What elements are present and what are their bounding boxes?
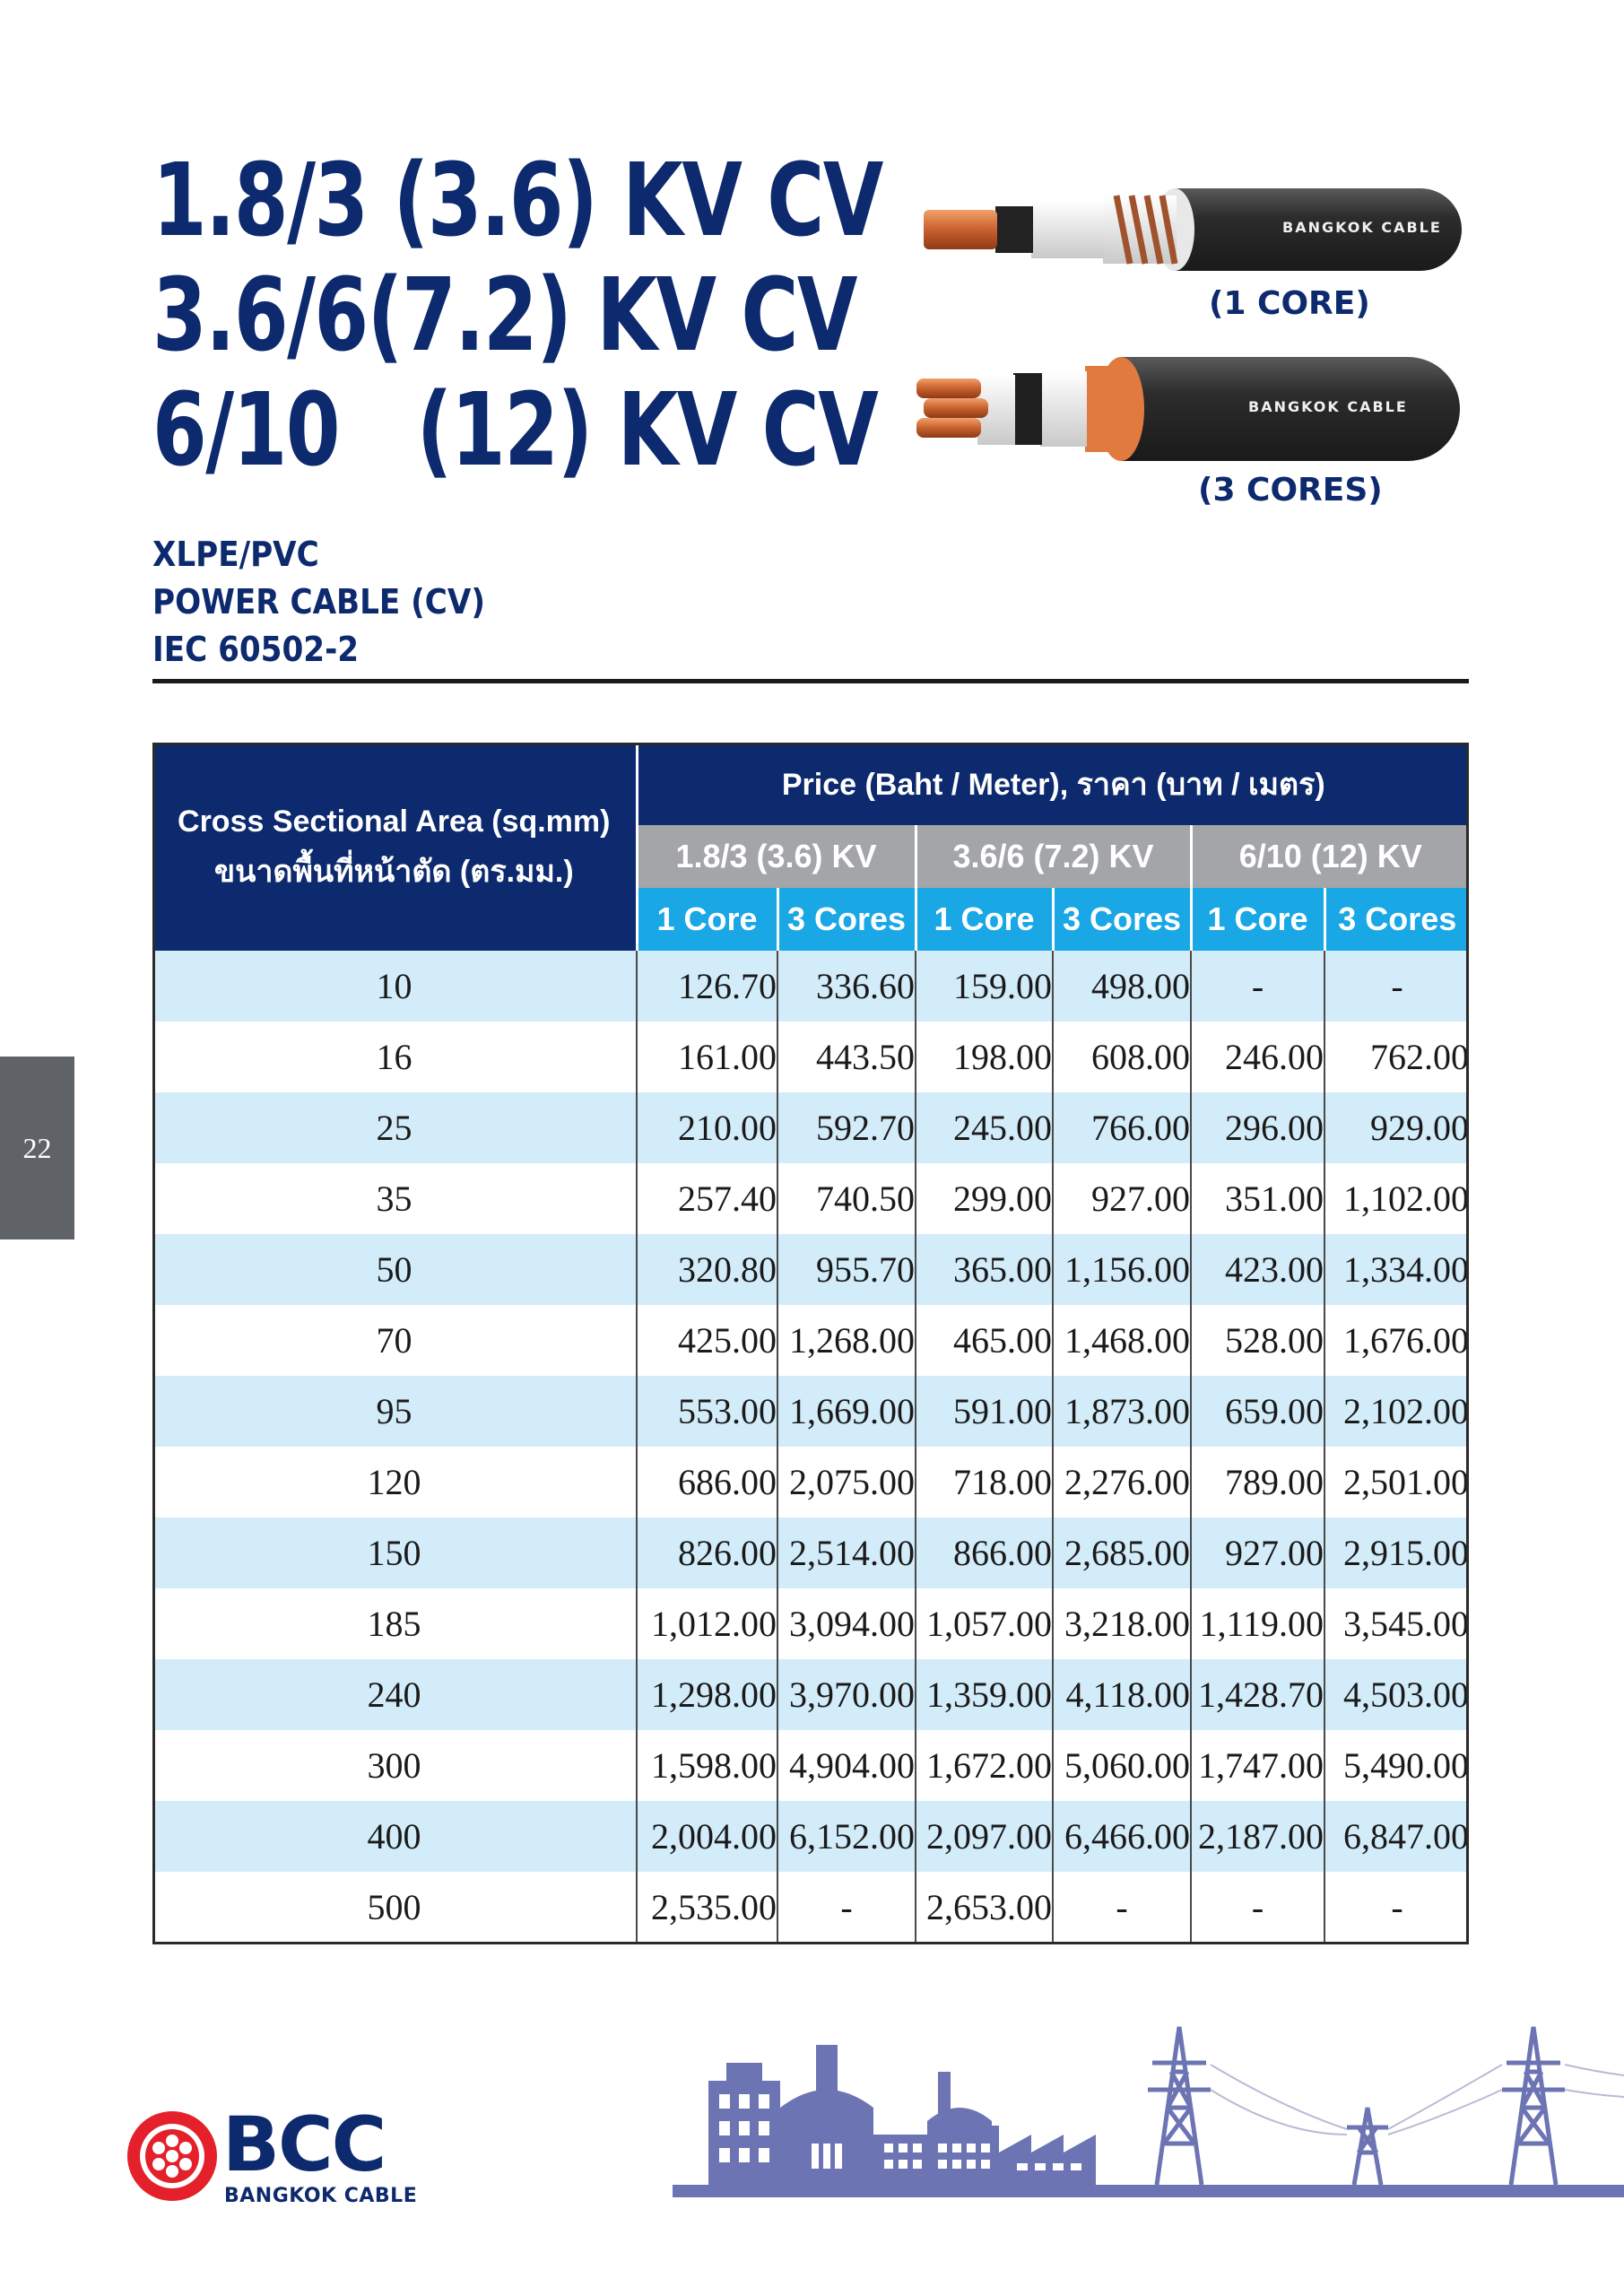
price-cell: - — [777, 1872, 916, 1943]
price-cell: 2,514.00 — [777, 1518, 916, 1588]
table-row — [152, 1872, 1469, 1943]
price-header: Price (Baht / Meter), ราคา (บาท / เมตร) — [637, 743, 1469, 825]
price-cell: 592.70 — [777, 1092, 916, 1163]
area-cell: 500 — [152, 1872, 637, 1943]
price-cell: 245.00 — [916, 1092, 1053, 1163]
cable-illustrations — [906, 170, 1480, 529]
core-header: 3 Cores — [1324, 888, 1469, 951]
area-header — [152, 743, 637, 951]
core-header: 3 Cores — [1053, 888, 1191, 951]
table-row — [152, 1305, 1469, 1376]
price-cell: 2,535.00 — [637, 1872, 777, 1943]
price-cell: 257.40 — [637, 1163, 777, 1234]
price-cell: 1,102.00 — [1324, 1163, 1469, 1234]
table-row — [152, 1022, 1469, 1092]
page-title — [152, 143, 882, 493]
price-cell: 2,915.00 — [1324, 1518, 1469, 1588]
table-row — [152, 1234, 1469, 1305]
price-cell: 5,060.00 — [1053, 1730, 1191, 1801]
price-cell: - — [1191, 951, 1324, 1022]
price-cell: 718.00 — [916, 1447, 1053, 1518]
single-core-label: (1 CORE) — [1209, 285, 1370, 322]
price-cell: 826.00 — [637, 1518, 777, 1588]
price-cell: 1,428.70 — [1191, 1659, 1324, 1730]
price-cell: 866.00 — [916, 1518, 1053, 1588]
title-line-2: 3.6/6(7.2) KV CV — [152, 257, 856, 374]
price-cell: 929.00 — [1324, 1092, 1469, 1163]
area-header-en: Cross Sectional Area (sq.mm) — [178, 804, 611, 839]
price-cell: 1,676.00 — [1324, 1305, 1469, 1376]
logo-wordmark: BCC — [222, 2100, 386, 2188]
area-header-th: ขนาดพื้นที่หน้าตัด (ตร.มม.) — [213, 855, 574, 889]
divider — [152, 679, 1469, 683]
price-cell: 686.00 — [637, 1447, 777, 1518]
price-cell: 1,119.00 — [1191, 1588, 1324, 1659]
price-cell: 425.00 — [637, 1305, 777, 1376]
price-cell: 3,545.00 — [1324, 1588, 1469, 1659]
price-cell: 1,057.00 — [916, 1588, 1053, 1659]
price-cell: 498.00 — [1053, 951, 1191, 1022]
area-cell: 400 — [152, 1801, 637, 1872]
subtitle-standard: IEC 60502-2 — [152, 630, 360, 669]
price-cell: 351.00 — [1191, 1163, 1324, 1234]
price-cell: 5,490.00 — [1324, 1730, 1469, 1801]
price-cell: 1,468.00 — [1053, 1305, 1191, 1376]
core-header: 1 Core — [916, 888, 1053, 951]
price-cell: 789.00 — [1191, 1447, 1324, 1518]
price-cell: 6,152.00 — [777, 1801, 916, 1872]
price-cell: 1,747.00 — [1191, 1730, 1324, 1801]
price-cell: 3,970.00 — [777, 1659, 916, 1730]
price-cell: 210.00 — [637, 1092, 777, 1163]
price-cell: 198.00 — [916, 1022, 1053, 1092]
voltage-group-header: 6/10 (12) KV — [1191, 825, 1469, 888]
table-row — [152, 1659, 1469, 1730]
price-cell: 1,268.00 — [777, 1305, 916, 1376]
area-cell: 35 — [152, 1163, 637, 1234]
price-cell: 1,672.00 — [916, 1730, 1053, 1801]
area-cell: 70 — [152, 1305, 637, 1376]
table-row — [152, 1730, 1469, 1801]
table-row — [152, 951, 1469, 1022]
price-cell: 246.00 — [1191, 1022, 1324, 1092]
price-cell: - — [1053, 1872, 1191, 1943]
three-core-brand: BANGKOK CABLE — [1248, 398, 1408, 415]
area-cell: 150 — [152, 1518, 637, 1588]
single-core-brand: BANGKOK CABLE — [1282, 219, 1442, 236]
core-header: 3 Cores — [777, 888, 916, 951]
price-cell: 2,004.00 — [637, 1801, 777, 1872]
price-cell: 6,466.00 — [1053, 1801, 1191, 1872]
area-cell: 25 — [152, 1092, 637, 1163]
table-row — [152, 1518, 1469, 1588]
price-cell: 2,102.00 — [1324, 1376, 1469, 1447]
area-cell: 240 — [152, 1659, 637, 1730]
price-cell: 161.00 — [637, 1022, 777, 1092]
price-cell: 1,012.00 — [637, 1588, 777, 1659]
price-cell: - — [1191, 1872, 1324, 1943]
logo-emblem-icon — [126, 2109, 219, 2203]
price-cell: 465.00 — [916, 1305, 1053, 1376]
area-cell: 10 — [152, 951, 637, 1022]
voltage-group-header: 1.8/3 (3.6) KV — [637, 825, 916, 888]
core-header: 1 Core — [637, 888, 777, 951]
price-cell: - — [1324, 1872, 1469, 1943]
price-cell: 2,653.00 — [916, 1872, 1053, 1943]
industrial-skyline-illustration — [673, 2009, 1624, 2197]
price-cell: 2,501.00 — [1324, 1447, 1469, 1518]
voltage-group-header: 3.6/6 (7.2) KV — [916, 825, 1191, 888]
area-cell: 95 — [152, 1376, 637, 1447]
area-cell: 50 — [152, 1234, 637, 1305]
area-cell: 16 — [152, 1022, 637, 1092]
core-header: 1 Core — [1191, 888, 1324, 951]
price-cell: 4,503.00 — [1324, 1659, 1469, 1730]
price-cell: 159.00 — [916, 951, 1053, 1022]
price-cell: 1,359.00 — [916, 1659, 1053, 1730]
price-cell: 2,187.00 — [1191, 1801, 1324, 1872]
price-cell: 443.50 — [777, 1022, 916, 1092]
table-row — [152, 1163, 1469, 1234]
price-cell: 659.00 — [1191, 1376, 1324, 1447]
price-cell: 423.00 — [1191, 1234, 1324, 1305]
table-row — [152, 1376, 1469, 1447]
price-cell: 3,094.00 — [777, 1588, 916, 1659]
price-cell: 336.60 — [777, 951, 916, 1022]
price-cell: - — [1324, 951, 1469, 1022]
logo-subtitle: BANGKOK CABLE — [224, 2185, 418, 2207]
price-cell: 2,685.00 — [1053, 1518, 1191, 1588]
price-cell: 126.70 — [637, 951, 777, 1022]
price-cell: 296.00 — [1191, 1092, 1324, 1163]
price-cell: 955.70 — [777, 1234, 916, 1305]
price-cell: 740.50 — [777, 1163, 916, 1234]
price-cell: 2,097.00 — [916, 1801, 1053, 1872]
price-cell: 1,669.00 — [777, 1376, 916, 1447]
price-cell: 1,156.00 — [1053, 1234, 1191, 1305]
price-cell: 2,075.00 — [777, 1447, 916, 1518]
price-cell: 1,334.00 — [1324, 1234, 1469, 1305]
price-cell: 365.00 — [916, 1234, 1053, 1305]
table-row — [152, 1447, 1469, 1518]
price-table — [152, 743, 1469, 1943]
price-cell: 1,598.00 — [637, 1730, 777, 1801]
area-cell: 120 — [152, 1447, 637, 1518]
title-line-1: 1.8/3 (3.6) KV CV — [152, 143, 882, 259]
price-cell: 608.00 — [1053, 1022, 1191, 1092]
table-row — [152, 1092, 1469, 1163]
price-cell: 6,847.00 — [1324, 1801, 1469, 1872]
price-cell: 1,873.00 — [1053, 1376, 1191, 1447]
price-cell: 299.00 — [916, 1163, 1053, 1234]
subtitle-block — [152, 531, 522, 674]
price-cell: 2,276.00 — [1053, 1447, 1191, 1518]
price-cell: 927.00 — [1191, 1518, 1324, 1588]
subtitle-insulation: XLPE/PVC — [152, 535, 319, 574]
price-table-body — [152, 951, 1469, 1943]
price-cell: 4,904.00 — [777, 1730, 916, 1801]
price-cell: 1,298.00 — [637, 1659, 777, 1730]
price-cell: 927.00 — [1053, 1163, 1191, 1234]
table-row — [152, 1801, 1469, 1872]
price-cell: 320.80 — [637, 1234, 777, 1305]
price-cell: 528.00 — [1191, 1305, 1324, 1376]
price-cell: 3,218.00 — [1053, 1588, 1191, 1659]
table-row — [152, 1588, 1469, 1659]
price-cell: 762.00 — [1324, 1022, 1469, 1092]
bcc-logo — [126, 2100, 418, 2213]
three-core-label: (3 CORES) — [1198, 472, 1383, 509]
price-cell: 766.00 — [1053, 1092, 1191, 1163]
title-line-3: 6/10 (12) KV CV — [152, 372, 878, 489]
area-cell: 185 — [152, 1588, 637, 1659]
price-cell: 591.00 — [916, 1376, 1053, 1447]
price-cell: 553.00 — [637, 1376, 777, 1447]
price-cell: 4,118.00 — [1053, 1659, 1191, 1730]
page-number: 22 — [0, 1057, 74, 1239]
subtitle-cable-type: POWER CABLE (CV) — [152, 582, 485, 622]
area-cell: 300 — [152, 1730, 637, 1801]
